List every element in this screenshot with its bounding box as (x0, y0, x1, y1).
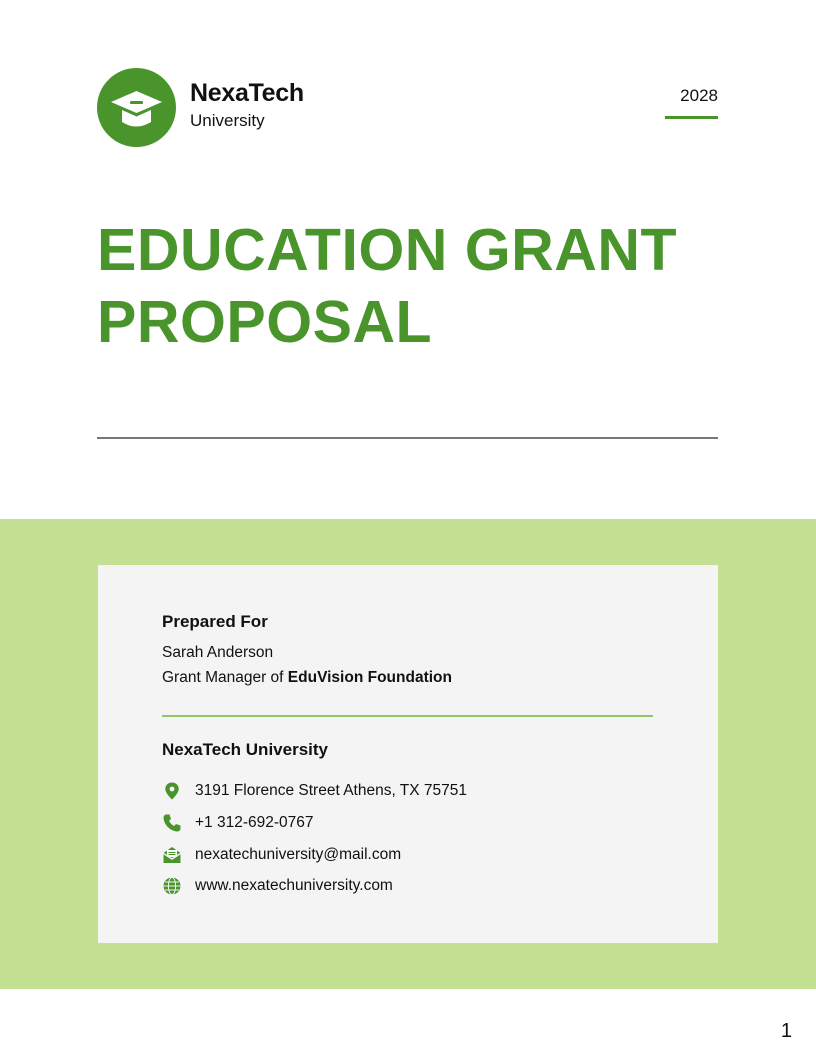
title-divider (97, 437, 718, 439)
brand-name: NexaTech (190, 79, 304, 107)
phone-icon (162, 813, 182, 833)
document-title (97, 214, 737, 358)
card-divider (162, 715, 653, 717)
recipient-organization: EduVision Foundation (287, 669, 452, 686)
document-year: 2028 (680, 86, 718, 105)
brand-subtitle: University (190, 111, 265, 130)
page-number: 1 (780, 1020, 792, 1042)
contact-phone (162, 812, 642, 834)
globe-icon (162, 876, 182, 896)
email-text: nexatechuniversity@mail.com (195, 846, 402, 863)
title-line-1: EDUCATION GRANT (97, 217, 677, 283)
university-logo (97, 68, 176, 147)
info-card (98, 565, 718, 943)
recipient-name: Sarah Anderson (162, 644, 274, 661)
website-text: www.nexatechuniversity.com (195, 877, 393, 894)
contact-address (162, 780, 642, 802)
year-underline (665, 116, 718, 119)
organization-heading: NexaTech University (162, 740, 328, 759)
recipient-role (162, 669, 452, 687)
mail-icon (162, 845, 182, 865)
address-text: 3191 Florence Street Athens, TX 75751 (195, 782, 468, 799)
contact-email (162, 844, 642, 866)
prepared-for-heading: Prepared For (162, 612, 268, 631)
contact-website (162, 875, 642, 897)
location-pin-icon (162, 781, 182, 801)
title-line-2: PROPOSAL (97, 289, 433, 355)
phone-text: +1 312-692-0767 (195, 814, 314, 831)
recipient-role-prefix: Grant Manager of (162, 669, 288, 686)
graduation-cap-icon (97, 68, 176, 147)
